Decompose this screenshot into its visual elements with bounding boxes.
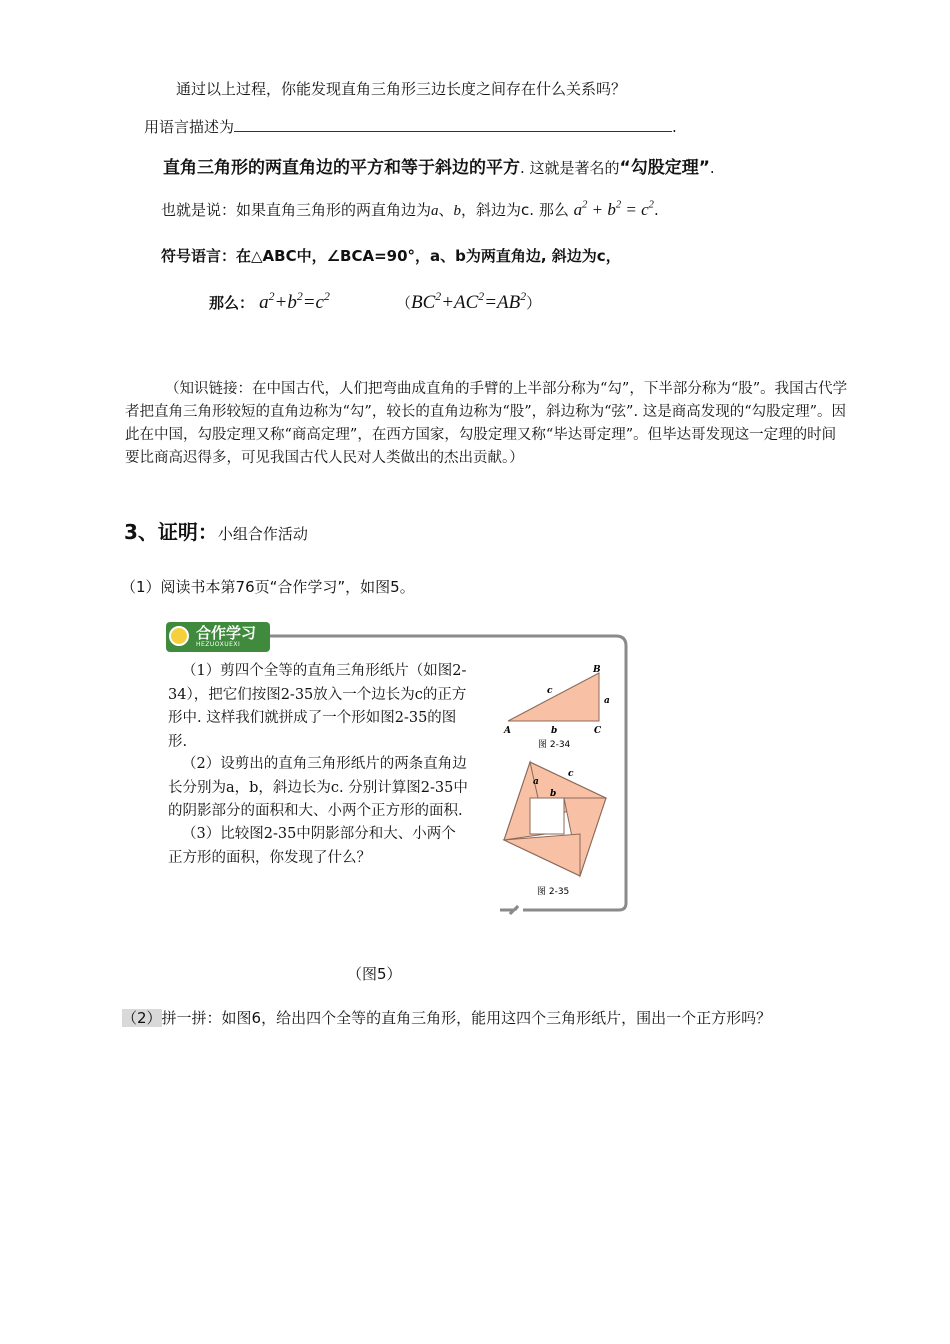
symbolic-language: 符号语言：在△ABC中，∠BCA=90°，a、b为两直角边, 斜边为c， [161, 247, 621, 265]
fig34-label-A: A [504, 726, 511, 736]
step1: （1）阅读书本第76页“合作学习”，如图5。 [121, 578, 415, 596]
describe-label: 用语言描述为 [144, 118, 235, 136]
sep: 、 [438, 201, 454, 219]
then-formula-line [209, 289, 330, 314]
formula-abc: $a^2+b^2=c^2$ [259, 289, 330, 313]
also-prefix: 也就是说：如果直角三角形的两直角边为 [161, 201, 432, 219]
var-b: b [453, 203, 462, 219]
section3-subtitle: 小组合作活动 [217, 525, 308, 543]
box-item-2: （2）设剪出的直角三角形纸片的两条直角边长分别为a，b，斜边长为c. 分别计算图2-35中的阴影部分的面积和大、小两个正方形的面积. [168, 756, 468, 819]
fig34-label-C: C [594, 726, 602, 736]
textbook-figure [130, 618, 635, 918]
fig35-inner-square [530, 798, 564, 834]
hyp-text: ，斜边为 [461, 201, 522, 219]
fig35-caption: 图 2-35 [537, 887, 570, 897]
badge-sub: HEZUOXUEXI [196, 641, 241, 648]
formula-inline: $a^2 + b^2 = c^2$ [573, 199, 654, 219]
describe-line [144, 116, 677, 137]
then-label: 那么： [209, 294, 255, 312]
theorem-middle: . 这就是著名的 [520, 159, 620, 177]
theorem-name: “勾股定理” [619, 158, 710, 178]
section3-title: 证明： [157, 520, 218, 544]
fig34-label-b: b [551, 726, 558, 736]
fig-2-34 [502, 663, 632, 753]
fig34-label-c: c [547, 686, 553, 696]
fig35-label-b: b [550, 789, 557, 799]
knowledge-note: （知识链接：在中国古代，人们把弯曲成直角的手臂的上半部分称为“勾”，下半部分称为“股”。我国古代学者把直角三角形较短的直角边称为“勾”，较长的直角边称为“股”，斜边称为“弦”. 这是商高发现的“勾股定理”。因此在中国，勾股定理又称“商高定理”，在西方国家，勾股定理又称“毕达哥定理”。但毕达哥发现这一定理的时间要比商高迟得多，可见我国古代人民对人类做出的杰出贡献。） [125, 381, 848, 466]
badge-icon [169, 626, 189, 646]
section3-number: 3、 [124, 520, 158, 544]
theorem-statement [163, 153, 715, 178]
theorem-bold: 直角三角形的两直角边的平方和等于斜边的平方 [163, 158, 520, 178]
fig35-tri-3 [504, 834, 580, 876]
badge-title: 合作学习 [196, 624, 257, 642]
step2 [122, 1007, 771, 1028]
describe-blank[interactable] [234, 117, 672, 132]
box-item-1: （1）剪四个全等的直角三角形纸片（如图2-34），把它们按图2-35放入一个边长为c的正方形中. 这样我们就拼成了一个形如图2-35的图形. [168, 663, 467, 750]
fig35-label-a: a [533, 777, 539, 787]
box-item-3: （3）比较图2-35中阴影部分和大、小两个正方形的面积，你发现了什么？ [168, 826, 456, 866]
fig35-label-c: c [568, 769, 574, 779]
badge [166, 622, 270, 652]
theorem-end: . [709, 159, 715, 177]
fig-2-35 [482, 758, 622, 908]
fig34-label-a: a [604, 696, 610, 706]
describe-end: . [672, 118, 677, 136]
fig34-label-B: B [593, 665, 601, 675]
then-text: . 那么 [529, 201, 569, 219]
fig34-caption: 图 2-34 [538, 740, 571, 750]
also-end: . [653, 201, 659, 219]
section3-heading [124, 516, 308, 545]
var-a: a [431, 203, 439, 219]
step2-text: 拼一拼：如图6，给出四个全等的直角三角形，能用这四个三角形纸片，围出一个正方形吗？ [161, 1009, 772, 1027]
intro-question: 通过以上过程，你能发现直角三角形三边长度之间存在什么关系吗？ [176, 80, 627, 98]
also-line [161, 199, 659, 220]
formula-sides: $(BC^2+AC^2=AB^2)$ [396, 289, 542, 313]
step2-num: （2） [122, 1009, 162, 1027]
fig34-triangle [508, 673, 599, 721]
figure5-caption: （图5） [347, 965, 402, 983]
var-c: c [521, 201, 530, 219]
